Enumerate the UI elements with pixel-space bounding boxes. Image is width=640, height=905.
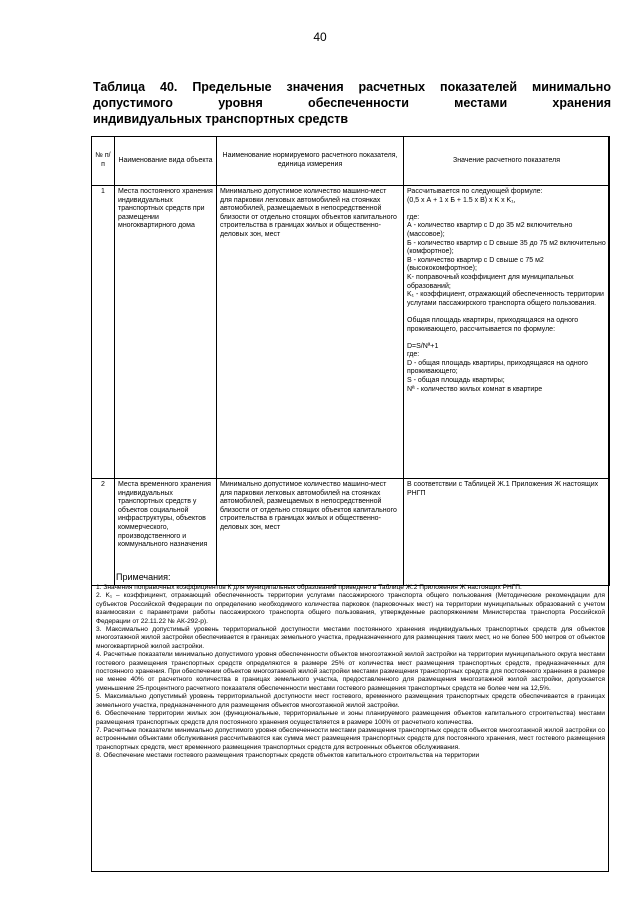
header-value: Значение расчетного показателя	[404, 137, 610, 186]
value-line: S - общая площадь квартиры;	[407, 377, 505, 385]
value-line: В - количество квартир с D свыше с 75 м2 (высококомфортное);	[407, 256, 544, 273]
row-object: Места временного хранения индивидуальных транспортных средств у объектов социальной инфраструктуры, объектов коммерческого, производственного и коммунального назначения	[115, 479, 217, 586]
note-item: 4. Расчетные показатели минимально допустимого уровня обеспеченности объектов многоэтажной жилой застройки на территории муниципального округа местами гостевого размещения транспортных средств определяются в размере 25% от количества мест размещения транспортных средств, предназначенных для постоянного хранения. При обеспечении объектов многоэтажной жилой застройки местами размещения транспортных средств для постоянного хранения в размере не менее 40% от расчетного количества в границах земельного участка, предоставленного для размещения многоэтажной жилой застройки, допускается уменьшение 25-процентного расчетного показателя обеспеченности местами гостевого размещения транспортных средств не более чем на 12,5%.	[96, 651, 605, 692]
row-indicator: Минимально допустимое количество машино-мест для парковки легковых автомобилей на стоянках автомобилей, размещаемых в непосредственной близости от отдельно стоящих объектов капитального строительства в границах жилых и общественно-деловых зон, мест	[217, 186, 404, 479]
row-value	[404, 186, 610, 479]
note-item: 6. Обеспечение территории жилых зон (функциональные, территориальные и зоны планируемого размещения объектов капитального строительства) местами размещения транспортных средств для постоянного хранения осуществляется в размере 100% от расчетного количества.	[96, 710, 605, 726]
value-line: Nª - количество жилых комнат в квартире	[407, 385, 543, 393]
value-line: (0,5 х А + 1 х Б + 1.5 х В) х K х K₁,	[407, 196, 516, 204]
value-line	[407, 205, 606, 214]
note-item: 5. Максимально допустимый уровень территориальной доступности мест гостевого, временного размещения транспортных средств обеспечивается в границах земельного участка, предназначенного для размещения объектов многоэтажной жилой застройки.	[96, 693, 605, 709]
value-line: В соответствии с Таблицей Ж.1 Приложения Ж настоящих РНГП	[407, 481, 599, 497]
note-item: 7. Расчетные показатели минимально допустимого уровня обеспеченности местами размещения транспортных средств объектов многоэтажной жилой застройки со встроенными объектами обслуживания рассчитываются как сумма мест размещения транспортных средств для постоянного хранения, мест гостевого размещения транспортных средств, мест временного размещения транспортных средств для встроенных объектов обслуживания.	[96, 726, 605, 751]
value-line	[407, 334, 606, 343]
notes-list	[96, 584, 605, 761]
header-num: № п/п	[92, 137, 115, 186]
row-num: 1	[92, 186, 115, 479]
value-line: Б - количество квартир с D свыше 35 до 75 м2 включительно (комфортное);	[407, 239, 606, 256]
table-row	[92, 479, 610, 586]
row-object: Места постоянного хранения индивидуальных транспортных средств при размещении многоквартирного дома	[115, 186, 217, 479]
value-line: D=S/Nª+1	[407, 342, 439, 350]
note-item: 3. Максимально допустимый уровень территориальной доступности местами постоянного хранения индивидуальных транспортных средств для объектов многоэтажной жилой застройки обеспечивается в границах земельного участка, предназначенного для размещения таких мест, но не более 500 метров от объектов многоквартирной жилой застройки.	[96, 626, 605, 650]
value-line: Общая площадь квартиры, приходящаяся на одного проживающего, рассчитывается по формуле:	[407, 316, 579, 333]
table-row	[92, 186, 610, 479]
row-value	[404, 479, 610, 586]
note-item: 1. Значения поправочных коэффициентов К для муниципальных образований приведено в Таблице Ж.2 Приложения Ж настоящих РНГП.	[96, 584, 522, 591]
title-line-3: индивидуальных транспортных средств	[93, 112, 349, 126]
row-num: 2	[92, 479, 115, 586]
header-indicator: Наименование нормируемого расчетного показателя, единица измерения	[217, 137, 404, 186]
row-indicator: Минимально допустимое количество машино-мест для парковки легковых автомобилей на стоянках автомобилей, размещаемых в непосредственной близости от отдельно стоящих объектов капитального строительства в границах жилых и общественно-деловых зон, мест	[217, 479, 404, 586]
value-line: Рассчитывается по следующей формуле:	[407, 188, 543, 195]
value-line: где:	[407, 351, 420, 359]
notes-section	[96, 572, 605, 761]
title-line-1: Таблица 40. Предельные значения расчетных показателей минимально	[93, 80, 611, 94]
title-line-2: допустимого уровня обеспеченности местами хранения	[93, 96, 611, 110]
value-line: где:	[407, 213, 420, 221]
table-header-row	[92, 137, 610, 186]
value-line	[407, 308, 606, 317]
note-item: 2. K₁ – коэффициент, отражающий обеспеченность территории услугами пассажирского транспорта общего пользования (Методические рекомендации для субъектов Российской Федерации по определению необходимого количества парковок (парковочных мест) на территории муниципальных образований с учетом взаимосвязи с параметрами работы пассажирского транспорта общего пользования, утвержденные распоряжением Министерства транспорта Российской Федерации от 22.11.22 № АК-292-р).	[96, 592, 605, 625]
note-item: 8. Обеспечение местами гостевого размещения транспортных средств объектов капитального строительства на территории	[96, 752, 480, 760]
value-line: K₁ - коэффициент, отражающий обеспеченность территории услугами пассажирского транспорта общего пользования.	[407, 291, 604, 307]
page-number: 40	[313, 30, 327, 44]
norms-table	[91, 136, 610, 586]
value-line: А - количество квартир с D до 35 м2 включительно (массовое);	[407, 222, 573, 238]
value-line: K- поправочный коэффициент для муниципальных образований;	[407, 273, 574, 290]
table-title	[93, 79, 611, 127]
header-object: Наименование вида объекта	[115, 137, 217, 186]
notes-heading: Примечания:	[116, 572, 171, 582]
value-line: D - общая площадь квартиры, приходящаяся на одного проживающего;	[407, 359, 588, 376]
